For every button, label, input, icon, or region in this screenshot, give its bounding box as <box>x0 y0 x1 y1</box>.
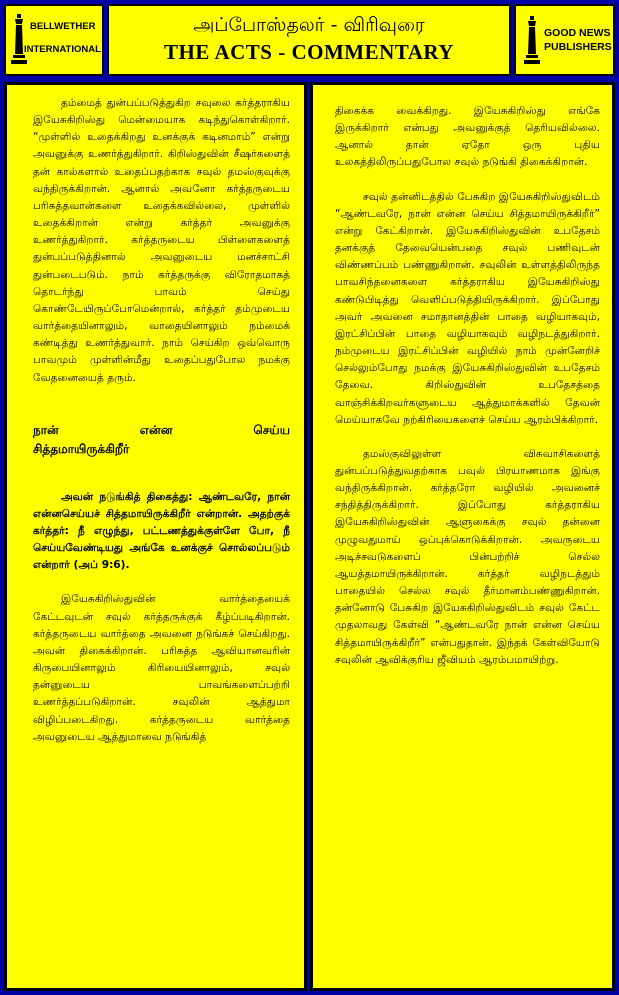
title-panel <box>107 4 511 76</box>
logo-line-2: INTERNATIONAL <box>24 44 101 55</box>
page-title-english: THE ACTS - COMMENTARY <box>164 40 454 64</box>
section-heading-line-1: நான் என்ன செய்ய <box>33 422 290 437</box>
body-paragraph: திகைக்க வைக்கிறது. இயேசுகிறிஸ்து எங்கே இருக்கிறார் என்பது அவனுக்குத் தெரியவில்லை. ஆனால் தான் ஏதோ ஒரு புதிய உலகத்திலிருப்பதுபோல சவுல் நடுங்கி திகைக்கிறான். <box>335 105 600 169</box>
body-paragraph: சவுல் தன்னிடத்தில் பேசுகிற இயேசுகிறிஸ்துவிடம் “ஆண்டவரே, நான் என்ன செய்ய சித்தமாயிருக்கிறீர்” என்று கேட்கிறான். இயேசுகிறிஸ்துவின் உபதேசம் தனக்குத் தேவையென்பதை சவுல் பணிவுடன் விண்ணப்பம் பண்ணுகிறான். சவுலின் உள்ளத்திலிருந்த பாவசிந்தனைகளை கர்த்தராகிய இயேசுகிறிஸ்து கண்டுபிடித்து வெளிப்படுத்தியிருக்கிறார். இப்போது அவர் அவனை சமாதானத்தின் பாதை வழியாகவும், இரட்சிப்பின் பாதை வழியாகவும் வழிநடத்துகிறார். நம்முடைய இரட்சிப்பின் வழியில் நாம் முன்னேறிச் செல்லும்போது நமக்கு இயேசுகிறிஸ்துவின் உபதேசம் தேவை. கிறிஸ்துவின் உபதேசத்தை வாஞ்சிக்கிறவர்களுடைய ஆத்துமாக்களில் தேவன் மெய்யாகவே நற்கிரியைகளைச் செய்ய ஆரம்பிக்கிறார். <box>335 190 600 426</box>
bellwether-logo <box>4 4 104 76</box>
left-column <box>4 82 307 991</box>
right-column <box>310 82 615 991</box>
body-paragraph: தம்மைத் துன்பப்படுத்துகிற சவுலை கர்த்தராகிய இயேசுகிறிஸ்து மென்மையாக கடிந்துகொள்கிறார். “முள்ளில் உதைக்கிறது உனக்குக் கடினமாம்” என்று அவனுக்கு உணர்த்துகிறார். கிறிஸ்துவின் சீஷர்களைத் தன் கால்களால் உதைப்பதற்காக சவுல் தமஸ்குவுக்கு வந்திருக்கிறான். ஆனால் அவனோ கர்த்தருடைய பரிசுத்தவான்களை உதைக்கவில்லை, முள்ளில் உதைக்கிறான் என்று கர்த்தர் அவனுக்கு உணர்த்துகிறார். கர்த்தருடைய பிள்ளைகளைத் துன்பப்படுத்தினால் அவனுடைய மனச்சாட்சி துன்படைபடும். நாம் கர்த்தருக்கு விரோதமாகத் தொடர்ந்து பாவம் செய்து கொண்டேயிருப்போமென்றால், கர்த்தர் தம்முடைய வார்த்தையினாலும், வாதையினாலும் நம்மைக் கண்டித்து உணர்த்துவார். நாம் செய்கிற ஒவ்வொரு பாவமும் முள்ளின்மீது உதைப்பதுபோல நமக்கு வேதனையைத் தரும். <box>33 97 290 384</box>
page-title-tamil: அப்போஸ்தலர் - விரிவுரை <box>193 14 425 36</box>
good-news-logo <box>514 4 615 76</box>
lighthouse-icon <box>524 16 540 66</box>
lighthouse-icon <box>11 14 27 66</box>
section-heading-line-2: சித்தமாயிருக்கிறீர் <box>33 441 130 456</box>
body-paragraph: இயேசுகிறிஸ்துவின் வார்த்தையைக் கேட்டவுடன் சவுல் கர்த்தருக்குக் கீழ்ப்படிகிறான். கர்த்தருடைய வார்த்தை அவனை நடுங்கச் செய்கிறது. அவன் திகைக்கிறான். பரிசுத்த ஆவியானவரின் கிருபையினாலும் கிரியையினாலும், சவுல் தன்னுடைய பாவங்களைப்பற்றி உணர்த்தப்படுகிறான். சவுலின் ஆத்துமா விழிப்படைகிறது. கர்த்தருடைய வார்த்தை அவனுடைய ஆத்துமாவை நடுங்கித் <box>33 593 290 743</box>
verse-quote: அவன் நடுங்கித் திகைத்து: ஆண்டவரே, நான் என்னசெய்யச் சித்தமாயிருக்கிறீர் என்றான். அதற்குக் கர்த்தர்: நீ எழுந்து, பட்டணத்துக்குள்ளே போ, நீ செய்யவேண்டியது அங்கே உனக்குச் சொல்லப்படும் என்றார் (அப் 9:6). <box>33 490 290 572</box>
logo-line-1: BELLWETHER <box>30 21 96 32</box>
logo-line-2: PUBLISHERS <box>544 41 612 53</box>
logo-line-1: GOOD NEWS <box>544 27 611 39</box>
body-paragraph: தமஸ்குவிலுள்ள விசுவாசிகளைத் துன்பப்படுத்துவதற்காக பவுல் பிரயாணமாக இங்கு வந்திருக்கிறான். கர்த்தரோ வழியில் அவனைச் சந்தித்திருக்கிறார். இப்போது கர்த்தராகிய இயேசுகிறிஸ்துவின் ஆளுகைக்கு சவுல் தன்னை முழுவதுமாய் ஒப்புக்கொடுக்கிறான். அவருடைய அடிச்சவடுகளைப் பின்பற்றிச் செல்ல ஆயத்தமாயிருக்கிறான். கர்த்தர் வழிநடத்தும் பாதையில் செல்ல சவுல் தீர்மானம்பண்ணுகிறான். தன்னோடு பேசுகிற இயேசுகிறிஸ்துவிடம் சவுல் கேட்ட முதலாவது கேள்வி “ஆண்டவரே நான் என்ன செய்ய சித்தமாயிருக்கிறீர்” என்பதுதான். இந்தக் கேள்வியோடு சவுலின் ஆவிக்குரிய ஜீவியம் ஆரம்பமாயிற்று. <box>335 447 600 666</box>
